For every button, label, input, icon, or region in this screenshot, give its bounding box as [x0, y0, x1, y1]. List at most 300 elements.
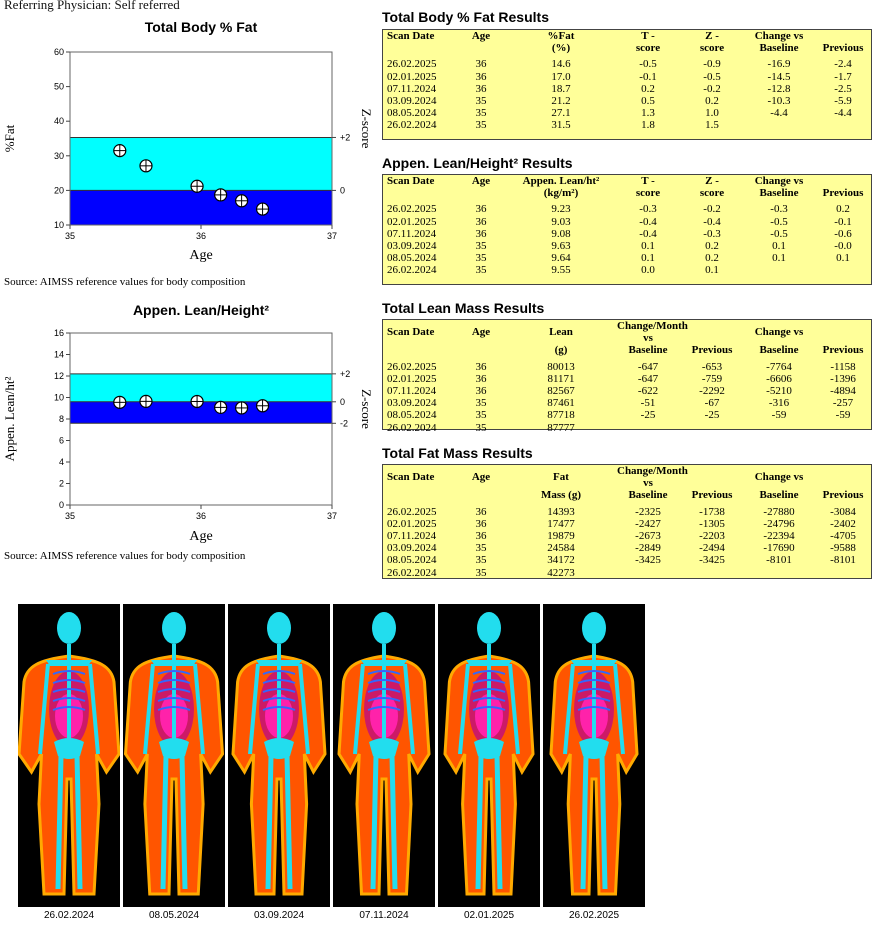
table-header-cell: Age — [471, 326, 491, 339]
table-cell: 36 — [475, 82, 487, 95]
table-cell: 87718 — [547, 409, 575, 422]
table-cell: -0.9 — [703, 58, 721, 71]
table-row — [383, 409, 873, 421]
table-cell: 08.05.2024 — [387, 409, 437, 422]
y-tick-label: 4 — [58, 457, 64, 467]
z-tick-label: 0 — [340, 185, 346, 196]
table-subheader-cell: Previous — [822, 489, 864, 502]
scan-date-label: 03.09.2024 — [253, 910, 305, 921]
table-cell: 35 — [475, 542, 487, 555]
spine — [172, 644, 176, 744]
table-subheader-cell — [383, 42, 457, 54]
table-row — [383, 240, 873, 252]
x-tick-label: 35 — [64, 231, 76, 241]
z-tick-label: -2 — [340, 418, 349, 429]
table-subheader-cell: Mass (g) — [540, 489, 582, 502]
table-cell: 02.01.2025 — [387, 215, 437, 228]
table-cell: 08.05.2024 — [387, 252, 437, 265]
table-cell — [813, 264, 873, 276]
table-cell: -647 — [637, 372, 659, 385]
table-cell: 1.5 — [705, 119, 719, 132]
table-subheader-cell — [383, 489, 457, 501]
left-leg-bone — [583, 756, 586, 889]
table-cell: -25 — [704, 409, 720, 422]
pelvis — [54, 738, 84, 759]
table-cell: 36 — [475, 70, 487, 83]
table-subheader-cell: Previous — [822, 187, 864, 200]
data-point — [140, 395, 152, 407]
table-cell: 9.08 — [551, 227, 571, 240]
table-cell — [813, 422, 873, 434]
y-axis-label: %Fat — [2, 124, 17, 153]
table-cell: -2402 — [830, 517, 856, 530]
x-tick-label: 37 — [326, 231, 338, 241]
body-scan-figure — [228, 604, 330, 907]
table-header-cell: Change vs — [754, 326, 804, 339]
table-row — [383, 216, 873, 228]
table-row — [383, 506, 873, 518]
results-table-title: Appen. Lean/Height² Results — [382, 155, 573, 171]
table-cell: -8101 — [830, 554, 856, 567]
table-cell: 26.02.2024 — [387, 264, 437, 277]
shoulders — [256, 660, 302, 666]
table-cell: 1.8 — [641, 119, 655, 132]
y-tick-label: 60 — [53, 47, 64, 57]
y-tick-label: 2 — [58, 478, 64, 489]
results-table — [382, 319, 872, 434]
table-cell: -0.3 — [639, 203, 657, 216]
table-cell: -0.5 — [703, 70, 721, 83]
table-cell: -647 — [637, 360, 659, 373]
table-cell: 35 — [475, 554, 487, 567]
table-row — [383, 530, 873, 542]
table-cell: 36 — [475, 505, 487, 518]
table-cell: -2494 — [699, 542, 725, 555]
table-cell: -24796 — [763, 517, 795, 530]
chart-title-fat: Total Body % Fat — [144, 19, 258, 35]
table-cell: -2849 — [635, 542, 661, 555]
chart-source-fat: Source: AIMSS reference values for body composition — [4, 276, 246, 288]
table-subheader-cell — [457, 344, 505, 356]
table-cell: 80013 — [547, 360, 575, 373]
scan-date-label: 02.01.2025 — [463, 910, 515, 921]
table-cell: -0.5 — [639, 58, 657, 71]
table-cell: -2203 — [699, 530, 725, 543]
table-cell: -0.5 — [770, 227, 788, 240]
x-tick-label: 36 — [195, 231, 207, 241]
table-cell: -4705 — [830, 530, 856, 543]
table-cell: 07.11.2024 — [387, 530, 437, 543]
table-row — [383, 119, 873, 131]
table-cell: 18.7 — [551, 82, 571, 95]
table-cell: 02.01.2025 — [387, 517, 437, 530]
body-scan-figure — [18, 604, 120, 907]
table-cell: -7764 — [766, 360, 792, 373]
chart-title-lean: Appen. Lean/Height² — [132, 302, 270, 318]
table-cell: 03.09.2024 — [387, 397, 437, 410]
table-cell — [813, 119, 873, 131]
table-cell: 03.09.2024 — [387, 95, 437, 108]
table-cell: -316 — [768, 397, 790, 410]
table-cell: 0.2 — [705, 240, 719, 253]
right-leg-bone — [77, 756, 80, 889]
table-cell: 9.23 — [551, 203, 571, 216]
table-cell: 07.11.2024 — [387, 82, 437, 95]
table-header-cell: %Fat — [547, 30, 575, 42]
table-cell: 35 — [475, 240, 487, 253]
table-cell: 35 — [475, 397, 487, 410]
table-header-cell — [679, 465, 745, 489]
table-cell: 31.5 — [551, 119, 571, 132]
pelvis — [159, 738, 189, 759]
spine — [592, 644, 596, 744]
x-axis-label: Age — [189, 248, 213, 263]
scan-date-label: 07.11.2024 — [359, 910, 409, 921]
results-table-title: Total Lean Mass Results — [382, 300, 545, 316]
table-cell — [745, 422, 813, 434]
x-tick-label: 37 — [326, 511, 338, 521]
skull — [582, 612, 606, 644]
table-header-cell: Change vs — [754, 471, 804, 484]
table-subheader-cell: score — [635, 42, 661, 55]
table-cell: 08.05.2024 — [387, 554, 437, 567]
y-tick-label: 10 — [53, 392, 64, 403]
table-cell: 0.2 — [705, 252, 719, 265]
table-cell: 36 — [475, 58, 487, 71]
table-cell: 35 — [475, 421, 487, 434]
table-cell: 9.55 — [551, 264, 571, 277]
body-scan-figure — [123, 604, 225, 907]
table-header-cell: Z - — [705, 175, 719, 187]
table-cell: 26.02.2025 — [387, 58, 437, 71]
y-tick-label: 30 — [53, 150, 64, 161]
table-row — [383, 542, 873, 554]
table-row — [383, 361, 873, 373]
table-cell: 35 — [475, 264, 487, 277]
table-header-cell: Age — [471, 471, 491, 484]
left-leg-bone — [163, 756, 166, 889]
table-subheader-cell: score — [699, 187, 725, 200]
z-tick-label: +2 — [340, 132, 351, 143]
table-cell: 02.01.2025 — [387, 70, 437, 83]
table-header-cell: Change vs — [754, 30, 804, 42]
referring-physician: Referring Physician: Self referred — [4, 0, 180, 12]
table-cell: -1158 — [830, 360, 856, 373]
table-cell: -0.2 — [703, 82, 721, 95]
table-subheader-cell: (%) — [551, 42, 571, 55]
table-cell: 14393 — [547, 505, 575, 518]
table-cell: -1738 — [699, 505, 725, 518]
table-cell: -5.9 — [834, 95, 852, 108]
spine — [487, 644, 491, 744]
data-point — [191, 395, 203, 407]
table-subheader-cell: Baseline — [759, 344, 799, 357]
skull — [57, 612, 81, 644]
data-point — [114, 396, 126, 408]
table-header-cell: Change/Month vs — [617, 465, 688, 490]
table-cell: 36 — [475, 372, 487, 385]
table-cell: -25 — [640, 409, 656, 422]
table-cell: 9.63 — [551, 240, 571, 253]
table-cell: 36 — [475, 385, 487, 398]
table-cell: -4894 — [830, 385, 856, 398]
shoulders — [151, 660, 197, 666]
table-row — [383, 203, 873, 215]
spine — [277, 644, 281, 744]
table-cell: -67 — [704, 397, 720, 410]
table-cell: 0.1 — [641, 252, 655, 265]
table-cell — [813, 567, 873, 579]
table-cell: -2.5 — [834, 82, 852, 95]
table-cell: -59 — [835, 409, 851, 422]
table-cell: -3425 — [635, 554, 661, 567]
table-subheader-cell: Previous — [822, 42, 864, 55]
table-cell: 0.1 — [836, 252, 850, 265]
right-leg-bone — [287, 756, 290, 889]
scan-date-label: 26.02.2024 — [43, 910, 95, 921]
table-subheader-cell — [383, 187, 457, 199]
pelvis — [579, 738, 609, 759]
table-cell: -1396 — [830, 372, 856, 385]
table-cell: 0.1 — [641, 240, 655, 253]
body-scan-image — [333, 604, 435, 907]
table-cell: 87777 — [547, 421, 575, 434]
y-tick-label: 0 — [58, 500, 64, 510]
table-cell: -3425 — [699, 554, 725, 567]
table-cell: 0.2 — [641, 82, 655, 95]
table-cell: 02.01.2025 — [387, 372, 437, 385]
table-subheader-cell: Previous — [691, 344, 733, 357]
table-cell: 0.5 — [641, 95, 655, 108]
table-cell: 07.11.2024 — [387, 385, 437, 398]
table-cell: -8101 — [766, 554, 792, 567]
table-cell: 14.6 — [551, 58, 571, 71]
table-cell: -0.4 — [703, 215, 721, 228]
table-cell: -0.6 — [834, 227, 852, 240]
table-cell: -1305 — [699, 517, 725, 530]
table-cell: -0.4 — [639, 227, 657, 240]
table-subheader-cell: score — [699, 42, 725, 55]
results-table-title: Total Fat Mass Results — [382, 445, 533, 461]
table-cell: 1.3 — [641, 107, 655, 120]
table-cell — [745, 264, 813, 276]
table-cell: 07.11.2024 — [387, 227, 437, 240]
y-tick-label: 14 — [53, 349, 64, 360]
table-cell: 26.02.2025 — [387, 505, 437, 518]
table-subheader-cell: Previous — [691, 489, 733, 502]
y-tick-label: 20 — [53, 185, 64, 196]
table-cell: -1.7 — [834, 70, 852, 83]
table-row — [383, 95, 873, 107]
table-cell: -51 — [640, 397, 656, 410]
table-subheader-cell — [457, 187, 505, 199]
table-cell: -759 — [701, 372, 723, 385]
z-axis-label: Z-score — [359, 389, 374, 429]
table-cell: 26.02.2024 — [387, 421, 437, 434]
table-cell — [617, 567, 679, 579]
table-cell: 35 — [475, 107, 487, 120]
table-subheader-cell — [457, 42, 505, 54]
table-row — [383, 518, 873, 530]
table-cell: -0.2 — [703, 203, 721, 216]
chart-appen-lean-height — [0, 0, 374, 560]
right-leg-bone — [497, 756, 500, 889]
table-cell: 36 — [475, 203, 487, 216]
chart-source-lean: Source: AIMSS reference values for body composition — [4, 550, 246, 562]
table-cell: 36 — [475, 530, 487, 543]
results-table — [382, 29, 872, 140]
shoulders — [571, 660, 617, 666]
table-cell: 36 — [475, 517, 487, 530]
table-cell: 24584 — [547, 542, 575, 555]
table-cell: -17690 — [763, 542, 795, 555]
table-cell: -4.4 — [770, 107, 788, 120]
table-cell: 35 — [475, 409, 487, 422]
left-leg-bone — [373, 756, 376, 889]
table-cell: 19879 — [547, 530, 575, 543]
table-cell: 36 — [475, 215, 487, 228]
table-row — [383, 264, 873, 276]
table-cell: -2427 — [635, 517, 661, 530]
table-cell: 9.64 — [551, 252, 571, 265]
table-cell: 26.02.2024 — [387, 566, 437, 579]
table-header-cell: Appen. Lean/ht² — [522, 175, 600, 187]
table-header-cell: Fat — [553, 471, 569, 484]
table-subheader-cell: Baseline — [628, 489, 668, 502]
results-table — [382, 174, 872, 285]
table-header-cell — [679, 320, 745, 344]
table-cell: 08.05.2024 — [387, 107, 437, 120]
table-cell: 35 — [475, 566, 487, 579]
table-cell: 26.02.2025 — [387, 203, 437, 216]
table-row — [383, 385, 873, 397]
table-header-cell: Age — [471, 175, 491, 187]
table-cell: 26.02.2025 — [387, 360, 437, 373]
table-cell: 36 — [475, 227, 487, 240]
table-cell: -0.4 — [639, 215, 657, 228]
table-cell: 0.0 — [641, 264, 655, 277]
table-cell: 03.09.2024 — [387, 240, 437, 253]
table-subheader-cell — [457, 489, 505, 501]
right-leg-bone — [392, 756, 395, 889]
table-cell: -0.1 — [639, 70, 657, 83]
y-tick-label: 8 — [58, 414, 64, 424]
table-cell: 35 — [475, 252, 487, 265]
y-tick-label: 6 — [58, 435, 64, 446]
table-cell: -0.3 — [770, 203, 788, 216]
table-header-cell: Scan Date — [387, 471, 435, 484]
table-cell — [679, 422, 745, 434]
table-cell: 0.2 — [705, 95, 719, 108]
table-subheader-cell: Baseline — [759, 187, 799, 200]
z-axis-label: Z-score — [359, 108, 374, 149]
table-header-cell: Change/Month vs — [617, 320, 688, 345]
shoulders — [361, 660, 407, 666]
x-tick-label: 35 — [64, 511, 76, 521]
table-subheader-cell: score — [635, 187, 661, 200]
right-leg-bone — [182, 756, 185, 889]
table-row — [383, 107, 873, 119]
table-cell: 26.02.2024 — [387, 119, 437, 132]
left-leg-bone — [268, 756, 271, 889]
spine — [382, 644, 386, 744]
results-table — [382, 464, 872, 579]
table-header-cell: Scan Date — [387, 326, 435, 339]
table-header-cell: Scan Date — [387, 30, 435, 42]
table-cell: -0.0 — [834, 240, 852, 253]
body-scan-image — [228, 604, 330, 907]
table-cell: -14.5 — [767, 70, 791, 83]
body-scan-image — [18, 604, 120, 907]
table-cell: 35 — [475, 119, 487, 132]
table-cell — [745, 119, 813, 131]
table-cell: 21.2 — [551, 95, 571, 108]
body-scan-figure — [543, 604, 645, 907]
table-cell: 35 — [475, 95, 487, 108]
z-tick-label: 0 — [340, 396, 346, 407]
table-subheader-cell: Baseline — [628, 344, 668, 357]
body-scan-image — [438, 604, 540, 907]
table-cell: -10.3 — [767, 95, 791, 108]
table-cell: 0.1 — [772, 240, 786, 253]
table-row — [383, 554, 873, 566]
data-point — [257, 400, 269, 412]
right-leg-bone — [602, 756, 605, 889]
body-scan-image — [543, 604, 645, 907]
table-cell: 17.0 — [551, 70, 571, 83]
table-header-cell — [813, 30, 873, 42]
pelvis — [474, 738, 504, 759]
skull — [477, 612, 501, 644]
table-header-cell: Change vs — [754, 175, 804, 187]
table-subheader-cell: (g) — [554, 344, 568, 357]
shoulders — [46, 660, 92, 666]
scan-date-label: 26.02.2025 — [568, 910, 620, 921]
table-cell: -622 — [637, 385, 659, 398]
table-cell: 17477 — [547, 517, 575, 530]
table-cell: -0.1 — [834, 215, 852, 228]
table-cell: -0.5 — [770, 215, 788, 228]
x-tick-label: 36 — [195, 511, 207, 521]
table-cell: -3084 — [830, 505, 856, 518]
table-row — [383, 83, 873, 95]
table-cell: -22394 — [763, 530, 795, 543]
y-tick-label: 16 — [53, 328, 64, 338]
z-tick-label: +2 — [340, 368, 351, 379]
table-cell: -27880 — [763, 505, 795, 518]
table-row — [383, 422, 873, 434]
left-leg-bone — [58, 756, 61, 889]
body-scan-figure — [438, 604, 540, 907]
table-row — [383, 252, 873, 264]
table-cell: 1.0 — [705, 107, 719, 120]
table-cell: -0.3 — [703, 227, 721, 240]
table-cell: -59 — [771, 409, 787, 422]
table-cell: -653 — [701, 360, 723, 373]
table-cell: -16.9 — [767, 58, 791, 71]
table-header-cell — [813, 320, 873, 344]
y-tick-label: 10 — [53, 220, 64, 230]
table-cell: -2325 — [635, 505, 661, 518]
table-cell: 0.1 — [705, 264, 719, 277]
shoulders — [466, 660, 512, 666]
scan-date-label: 08.05.2024 — [148, 910, 200, 921]
table-subheader-cell: Baseline — [759, 489, 799, 502]
table-cell: 34172 — [547, 554, 575, 567]
spine — [67, 644, 71, 744]
y-tick-label: 12 — [53, 371, 64, 381]
y-tick-label: 40 — [53, 116, 64, 127]
